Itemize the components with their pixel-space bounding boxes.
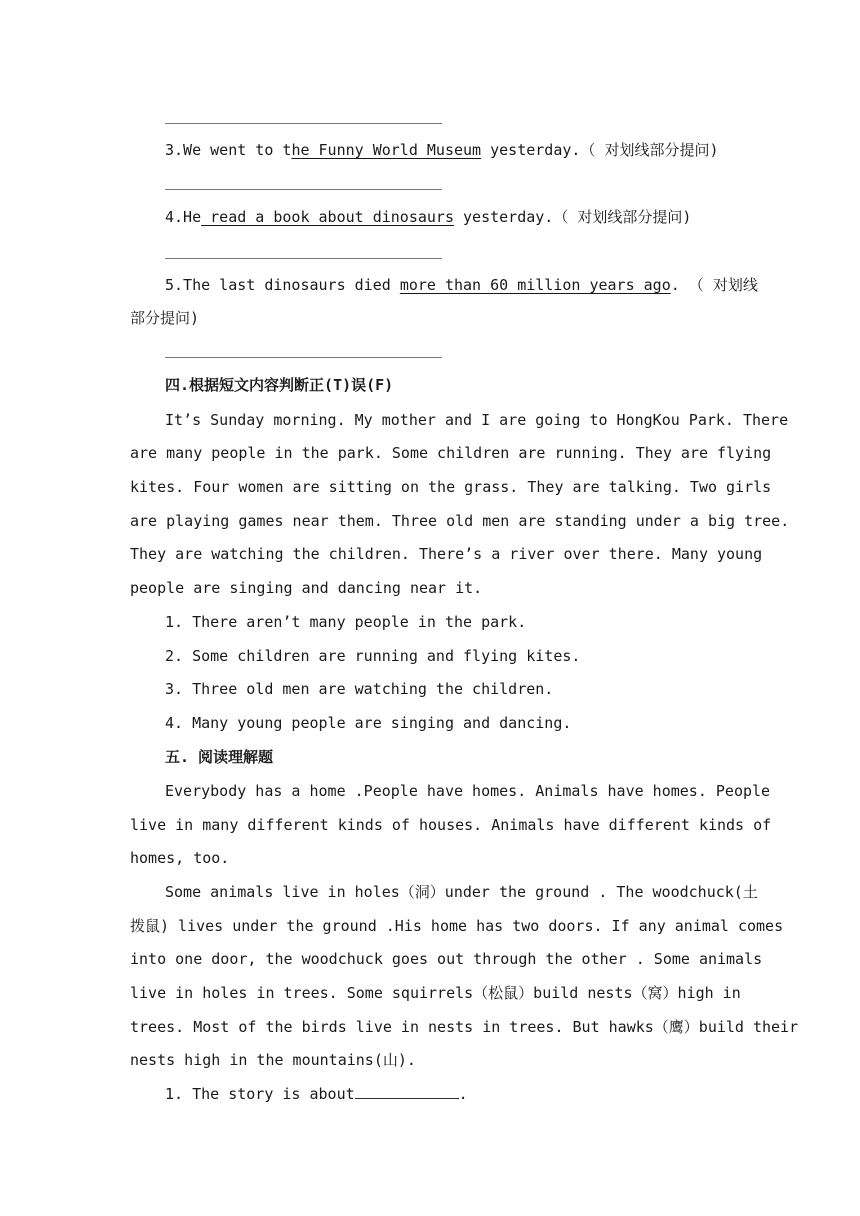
question-4 [165, 207, 691, 227]
passage-line: kites. Four women are sitting on the grass. They are talking. Two girls [130, 478, 772, 496]
paragraph-2-line: Some animals live in holes（洞）under the ground . The woodchuck(土 [165, 883, 758, 901]
paragraph-2-line: 拨鼠) lives under the ground .His home has two doors. If any animal comes [130, 917, 784, 935]
paragraph-1-line: live in many different kinds of houses. Animals have different kinds of [130, 816, 772, 834]
answer-blank[interactable] [355, 1084, 459, 1099]
answer-line [165, 357, 442, 358]
passage-line: people are singing and dancing near it. [130, 579, 483, 597]
reading-question-1 [165, 1084, 468, 1104]
question-5-continuation: 部分提问) [130, 309, 200, 327]
paragraph-1-line: Everybody has a home .People have homes. Animals have homes. People [165, 782, 771, 800]
reading-question-1-text: 1. The story is about [165, 1085, 355, 1103]
paragraph-2-line: live in holes in trees. Some squirrels（松鼠）build nests（窝）high in [130, 984, 741, 1002]
question-5-underlined: more than 60 million years ago [399, 276, 671, 294]
paragraph-2-line: nests high in the mountains(山). [130, 1051, 416, 1069]
answer-line [165, 189, 442, 190]
tf-item-3: 3. Three old men are watching the children. [165, 680, 554, 698]
answer-line [165, 258, 442, 259]
section-5-heading: 五. 阅读理解题 [165, 748, 274, 766]
tf-item-1: 1. There aren’t many people in the park. [165, 613, 527, 631]
question-4-text: 4.He [165, 208, 202, 226]
paragraph-1-line: homes, too. [130, 849, 230, 867]
passage-line: are playing games near them. Three old men are standing under a big tree. [130, 512, 790, 530]
question-3-underlined: he Funny World Museum [291, 141, 482, 159]
passage-line: They are watching the children. There’s a river over there. Many young [130, 545, 763, 563]
question-4-instruction: yesterday.（ 对划线部分提问) [454, 208, 692, 226]
question-3-instruction: yesterday.（ 对划线部分提问) [481, 141, 719, 159]
paragraph-2-line: into one door, the woodchuck goes out through the other . Some animals [130, 950, 763, 968]
question-5-instruction: . （ 对划线 [670, 276, 758, 294]
section-4-heading: 四.根据短文内容判断正(T)误(F) [165, 376, 394, 394]
answer-line [165, 123, 442, 124]
question-5 [165, 275, 758, 295]
paragraph-2-line: trees. Most of the birds live in nests in trees. But hawks（鹰）build their [130, 1018, 799, 1036]
passage-line: It’s Sunday morning. My mother and I are going to HongKou Park. There [165, 411, 789, 429]
question-3-text: 3.We went to t [165, 141, 292, 159]
reading-question-1-end: . [458, 1085, 468, 1103]
question-5-text: 5.The last dinosaurs died [165, 276, 400, 294]
question-4-underlined: read a book about dinosaurs [201, 208, 454, 226]
tf-item-4: 4. Many young people are singing and dancing. [165, 714, 572, 732]
passage-line: are many people in the park. Some children are running. They are flying [130, 444, 772, 462]
tf-item-2: 2. Some children are running and flying kites. [165, 647, 581, 665]
question-3 [165, 140, 719, 160]
